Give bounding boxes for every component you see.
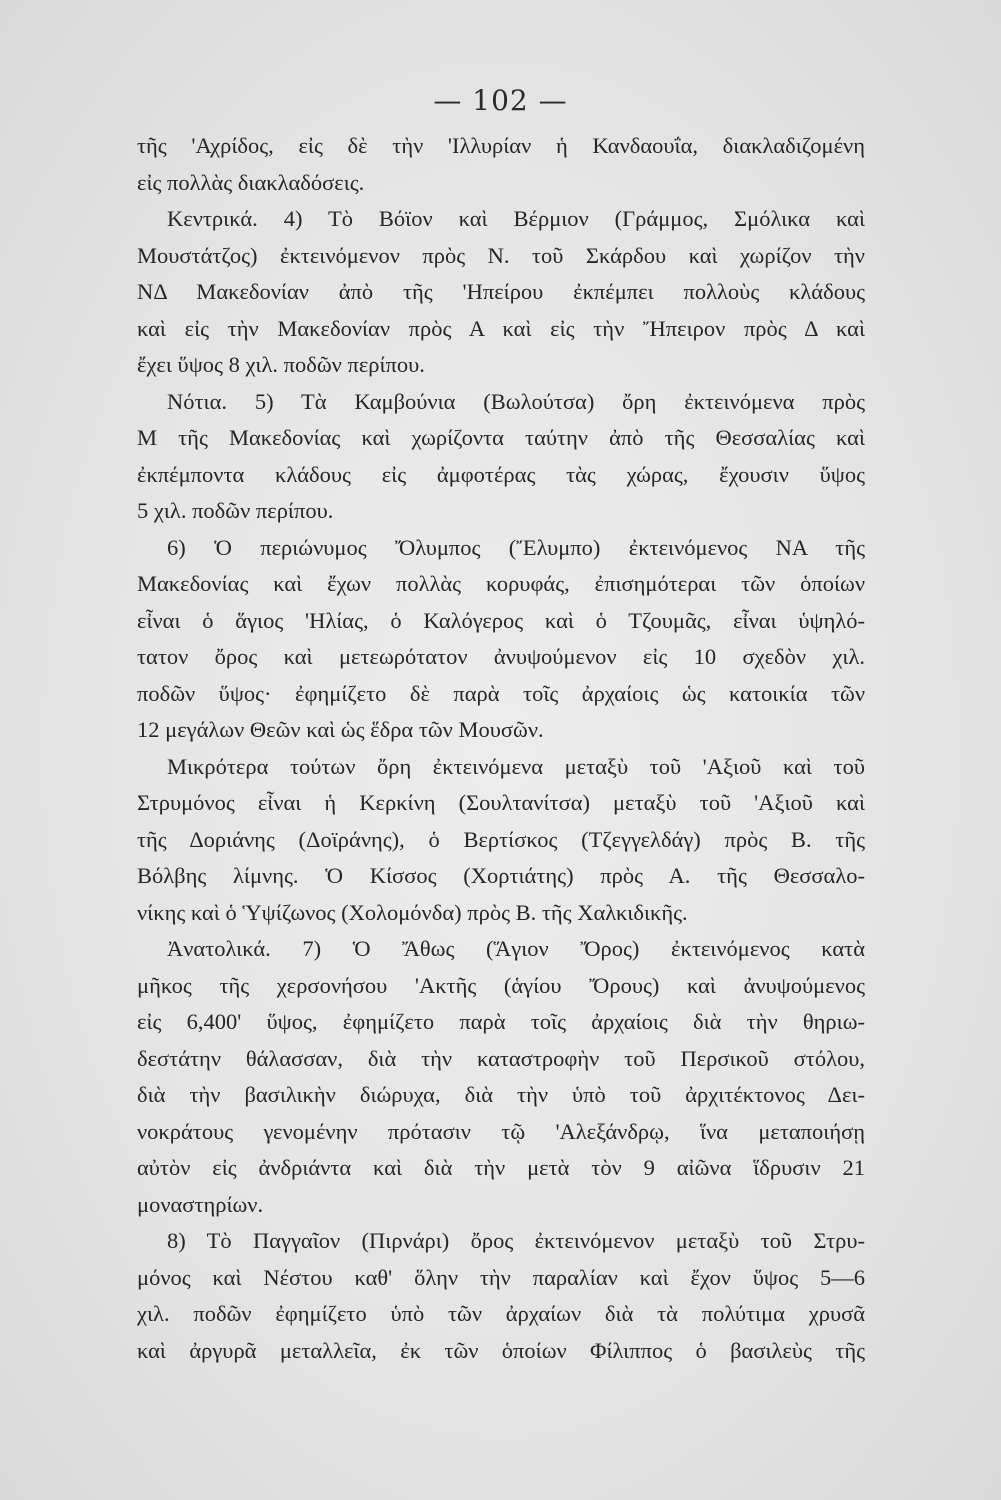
text-line: τῆς 'Αχρίδος, εἰς δὲ τὴν 'Ιλλυρίαν ἡ Κανδαουΐα, διακλαδιζομένη	[137, 133, 865, 158]
text-line: νίκης καὶ ὁ Ὑψίζωνος (Χολομόνδα) πρὸς Β. τῆς Χαλκιδικῆς.	[137, 899, 688, 925]
text-line: καὶ ἀργυρᾶ μεταλλεῖα, ἐκ τῶν ὁποίων Φίλιππος ὁ βασιλεὺς τῆς	[137, 1337, 865, 1363]
text-line: χιλ. ποδῶν ἐφημίζετο ὑπὸ τῶν ἀρχαίων διὰ τὰ πολύτιμα χρυσᾶ	[137, 1301, 865, 1326]
text-line: ἐκπέμποντα κλάδους εἰς ἀμφοτέρας τὰς χώρας, ἔχουσιν ὕψος	[137, 461, 865, 487]
text-line: Νότια. 5) Τὰ Καμβούνια (Βωλούτσα) ὄρη ἐκτεινόμενα πρὸς	[167, 388, 865, 414]
text-line: Μ τῆς Μακεδονίας καὶ χωρίζοντα ταύτην ἀπὸ τῆς Θεσσαλίας καὶ	[137, 425, 865, 450]
text-line: μόνος καὶ Νέστου καθ' ὅλην τὴν παραλίαν καὶ ἔχον ὕψος 5—6	[137, 1264, 865, 1290]
text-line: Μακεδονίας καὶ ἔχων πολλὰς κορυφάς, ἐπισημότεραι τῶν ὁποίων	[137, 571, 865, 596]
text-line: διὰ τὴν βασιλικὴν διώρυχα, διὰ τὴν ὑπὸ τοῦ ἀρχιτέκτονος Δει-	[137, 1082, 865, 1107]
text-line: Μουστάτζος) ἐκτεινόμενον πρὸς Ν. τοῦ Σκάρδου καὶ χωρίζον τὴν	[137, 242, 865, 268]
text-line: μοναστηρίων.	[137, 1191, 264, 1217]
text-line: Ἀνατολικά. 7) Ὁ Ἄθως (Ἅγιον Ὄρος) ἐκτεινόμενος κατὰ	[167, 936, 865, 961]
text-line: εἰς πολλὰς διακλαδόσεις.	[137, 169, 365, 195]
text-line: μῆκος τῆς χερσονήσου 'Ακτῆς (ἁγίου Ὄρους) καὶ ἀνυψούμενος	[137, 972, 865, 998]
page-number: — 102 —	[433, 84, 568, 117]
text-line: Βόλβης λίμνης. Ὁ Κίσσος (Χορτιάτης) πρὸς Α. τῆς Θεσσαλο-	[137, 863, 865, 888]
text-line: καὶ εἰς τὴν Μακεδονίαν πρὸς Α καὶ εἰς τὴν Ἤπειρον πρὸς Δ καὶ	[137, 315, 865, 341]
text-line: δεστάτην θάλασσαν, διὰ τὴν καταστροφὴν τοῦ Περσικοῦ στόλου,	[137, 1045, 865, 1071]
text-line: ἔχει ὕψος 8 χιλ. ποδῶν περίπου.	[137, 352, 425, 377]
text-line: 8) Τὸ Παγγαῖον (Πιρνάρι) ὄρος ἐκτεινόμενον μεταξὺ τοῦ Στρυ-	[167, 1228, 865, 1253]
text-line: εἶναι ὁ ἅγιος 'Ηλίας, ὁ Καλόγερος καὶ ὁ Τζουμᾶς, εἶναι ὑψηλό-	[137, 607, 865, 633]
body-text	[137, 128, 865, 1369]
text-line: τῆς Δοριάνης (Δοϊράνης), ὁ Βερτίσκος (Τζεγγελδάγ) πρὸς Β. τῆς	[137, 826, 865, 852]
text-line: 12 μεγάλων Θεῶν καὶ ὡς ἕδρα τῶν Μουσῶν.	[137, 717, 544, 742]
text-line: τατον ὄρος καὶ μετεωρότατον ἀνυψούμενον εἰς 10 σχεδὸν χιλ.	[137, 644, 865, 669]
text-line: εἰς 6,400' ὕψος, ἐφημίζετο παρὰ τοῖς ἀρχαίοις διὰ τὴν θηριω-	[137, 1009, 865, 1034]
text-line: 6) Ὁ περιώνυμος Ὄλυμπος (Ἔλυμπο) ἐκτεινόμενος ΝΑ τῆς	[167, 534, 865, 560]
text-line: Κεντρικά. 4) Τὸ Βόϊον καὶ Βέρμιον (Γράμμος, Σμόλικα καὶ	[167, 206, 865, 231]
text-line: αὐτὸν εἰς ἀνδριάντα καὶ διὰ τὴν μετὰ τὸν 9 αἰῶνα ἵδρυσιν 21	[137, 1155, 865, 1180]
text-line: Στρυμόνος εἶναι ἡ Κερκίνη (Σουλτανίτσα) μεταξὺ τοῦ 'Αξιοῦ καὶ	[137, 790, 865, 815]
text-line: νοκράτους γενομένην πρότασιν τῷ 'Αλεξάνδρῳ, ἵνα μεταποιήσῃ	[137, 1118, 865, 1144]
text-line: ΝΔ Μακεδονίαν ἀπὸ τῆς 'Ηπείρου ἐκπέμπει πολλοὺς κλάδους	[137, 279, 865, 304]
text-line: ποδῶν ὕψος· ἐφημίζετο δὲ παρὰ τοῖς ἀρχαίοις ὡς κατοικία τῶν	[137, 680, 865, 706]
text-line: Μικρότερα τούτων ὄρη ἐκτεινόμενα μεταξὺ τοῦ 'Αξιοῦ καὶ τοῦ	[167, 753, 865, 779]
text-line: 5 χιλ. ποδῶν περίπου.	[137, 498, 334, 523]
